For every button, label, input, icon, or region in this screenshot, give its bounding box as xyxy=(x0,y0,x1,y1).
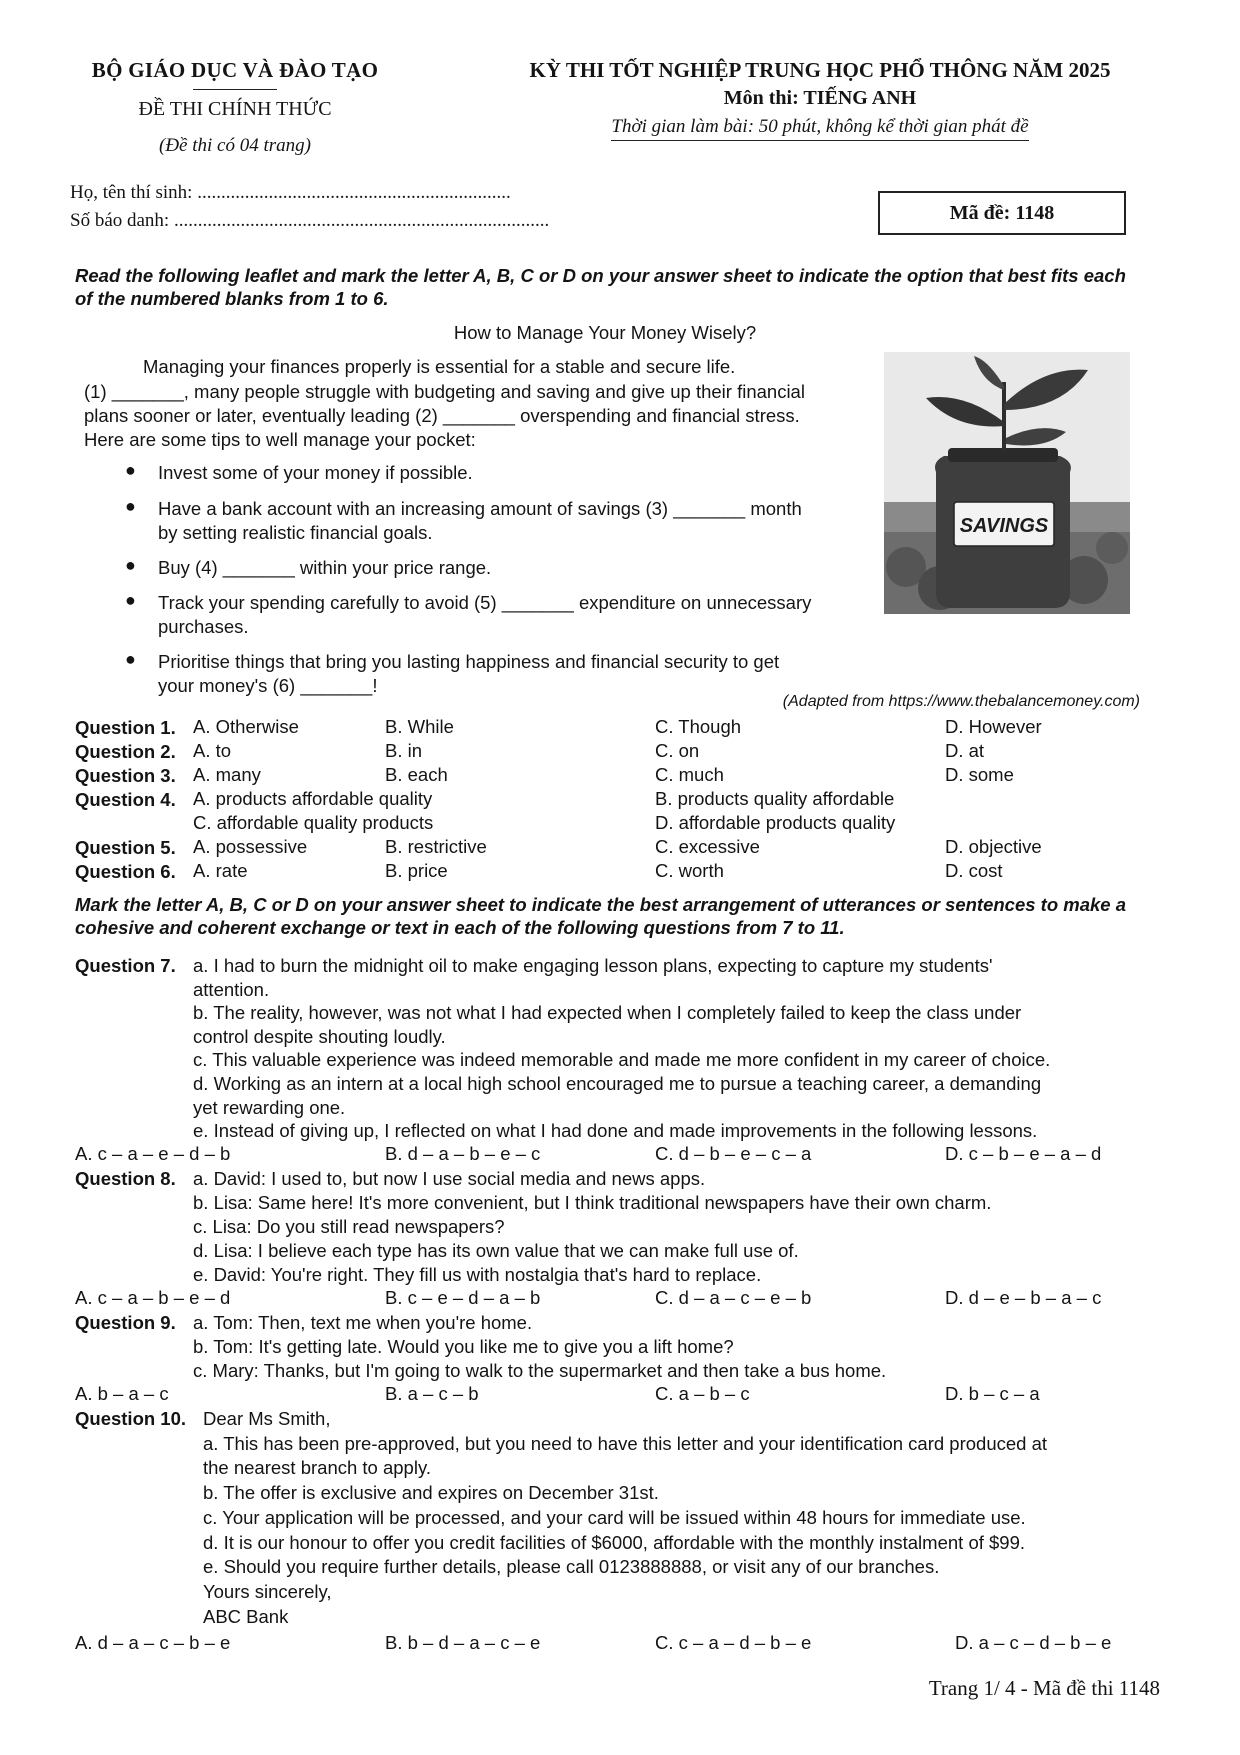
leaflet-source: (Adapted from https://www.thebalancemoney.com) xyxy=(782,693,1140,710)
tip-2-line-1: Have a bank account with an increasing amount of savings (3) _______ month xyxy=(158,498,802,519)
page-footer: Trang 1/ 4 - Mã đề thi 1148 xyxy=(928,1676,1160,1700)
q7-sentence-b: b. The reality, however, was not what I had expected when I completely failed to keep the class under xyxy=(193,1002,1022,1023)
leaflet-intro-2: (1) _______, many people struggle with budgeting and saving and give up their financial xyxy=(84,381,805,402)
q7-sentence-a: a. I had to burn the midnight oil to make engaging lesson plans, expecting to capture my students' xyxy=(193,955,993,976)
q8-option-a[interactable]: A. c – a – b – e – d xyxy=(75,1287,231,1308)
q7-sentence-e: e. Instead of giving up, I reflected on what I had done and made improvements in the following lessons. xyxy=(193,1120,1038,1141)
q1-label: Question 1. xyxy=(75,717,176,738)
tip-4-line-2: purchases. xyxy=(158,616,249,637)
q6-option-a[interactable]: A. rate xyxy=(193,860,248,881)
subject-label: Môn thi: TIẾNG ANH xyxy=(723,87,917,109)
header-left xyxy=(70,58,400,157)
q10-line-b: b. The offer is exclusive and expires on December 31st. xyxy=(203,1482,659,1503)
q4-label: Question 4. xyxy=(75,789,176,810)
exam-title: KỲ THI TỐT NGHIỆP TRUNG HỌC PHỔ THÔNG NĂM 2025 xyxy=(529,58,1111,82)
q8-option-b[interactable]: B. c – e – d – a – b xyxy=(385,1287,541,1308)
q9-option-d[interactable]: D. b – c – a xyxy=(945,1383,1040,1404)
leaflet-intro-4: Here are some tips to well manage your pocket: xyxy=(84,429,476,450)
q10-option-b[interactable]: B. b – d – a – c – e xyxy=(385,1632,541,1653)
header-rule xyxy=(193,89,277,90)
bullet-dot: ● xyxy=(125,555,136,575)
q8-option-c[interactable]: C. d – a – c – e – b xyxy=(655,1287,812,1308)
q8-line-a: a. David: I used to, but now I use social media and news apps. xyxy=(193,1168,706,1189)
q7-sentence-d-cont: yet rewarding one. xyxy=(193,1097,346,1118)
q8-line-e: e. David: You're right. They fill us with nostalgia that's hard to replace. xyxy=(193,1264,762,1285)
q10-option-c[interactable]: C. c – a – d – b – e xyxy=(655,1632,812,1653)
q7-option-c[interactable]: C. d – b – e – c – a xyxy=(655,1143,812,1164)
q4-option-a[interactable]: A. products affordable quality xyxy=(193,788,433,809)
bullet-dot: ● xyxy=(125,496,136,516)
q10-line-a-cont: the nearest branch to apply. xyxy=(203,1457,431,1478)
leaflet-intro-1: Managing your finances properly is essential for a stable and secure life. xyxy=(143,356,736,377)
q6-option-b[interactable]: B. price xyxy=(385,860,448,881)
q1-option-c[interactable]: C. Though xyxy=(655,716,742,737)
exam-code-box: Mã đề: 1148 xyxy=(878,191,1126,235)
q5-option-a[interactable]: A. possessive xyxy=(193,836,308,857)
q9-option-b[interactable]: B. a – c – b xyxy=(385,1383,479,1404)
q6-option-d[interactable]: D. cost xyxy=(945,860,1003,881)
q8-line-b: b. Lisa: Same here! It's more convenient, but I think traditional newspapers have their own charm. xyxy=(193,1192,992,1213)
candidate-id-line xyxy=(70,210,549,232)
q2-option-d[interactable]: D. at xyxy=(945,740,985,761)
savings-jar-photo xyxy=(884,352,1130,614)
q7-option-b[interactable]: B. d – a – b – e – c xyxy=(385,1143,541,1164)
q5-option-d[interactable]: D. objective xyxy=(945,836,1042,857)
official-label: ĐỀ THI CHÍNH THỨC xyxy=(138,98,332,120)
q3-label: Question 3. xyxy=(75,765,176,786)
candidate-name-label: Họ, tên thí sinh: xyxy=(70,182,193,203)
candidate-name-line xyxy=(70,182,511,204)
tip-5-line-2: your money's (6) _______! xyxy=(158,675,378,696)
q7-option-d[interactable]: D. c – b – e – a – d xyxy=(945,1143,1102,1164)
q7-sentence-a-cont: attention. xyxy=(193,979,270,1000)
q10-greeting: Dear Ms Smith, xyxy=(203,1408,331,1429)
q7-option-a[interactable]: A. c – a – e – d – b xyxy=(75,1143,231,1164)
q3-option-d[interactable]: D. some xyxy=(945,764,1014,785)
q9-option-a[interactable]: A. b – a – c xyxy=(75,1383,169,1404)
bullet-dot: ● xyxy=(125,460,136,480)
q9-line-a: a. Tom: Then, text me when you're home. xyxy=(193,1312,533,1333)
q1-option-a[interactable]: A. Otherwise xyxy=(193,716,299,737)
q1-option-d[interactable]: D. However xyxy=(945,716,1042,737)
q7-sentence-d: d. Working as an intern at a local high school encouraged me to pursue a teaching career, a demanding xyxy=(193,1073,1042,1094)
candidate-name-dots: .................................................................. xyxy=(197,182,511,203)
q10-closing: Yours sincerely, xyxy=(203,1581,332,1602)
q5-label: Question 5. xyxy=(75,837,176,858)
q5-option-c[interactable]: C. excessive xyxy=(655,836,760,857)
q9-line-c: c. Mary: Thanks, but I'm going to walk to the supermarket and then take a bus home. xyxy=(193,1360,887,1381)
tip-5-line-1: Prioritise things that bring you lasting happiness and financial security to get xyxy=(158,651,780,672)
tip-2-line-2: by setting realistic financial goals. xyxy=(158,522,433,543)
q10-line-e: e. Should you require further details, please call 0123888888, or visit any of our branches. xyxy=(203,1556,940,1577)
jar-label: SAVINGS xyxy=(959,515,1049,537)
q10-line-d: d. It is our honour to offer you credit facilities of $6000, affordable with the monthly instalment of $99. xyxy=(203,1532,1026,1553)
q10-line-c: c. Your application will be processed, and your card will be issued within 48 hours for immediate use. xyxy=(203,1507,1026,1528)
q6-option-c[interactable]: C. worth xyxy=(655,860,724,881)
tip-4-line-1: Track your spending carefully to avoid (5) _______ expenditure on unnecessary xyxy=(158,592,812,613)
q4-option-d[interactable]: D. affordable products quality xyxy=(655,812,896,833)
pages-note: (Đề thi có 04 trang) xyxy=(159,135,311,156)
q7-label: Question 7. xyxy=(75,955,176,976)
q4-option-c[interactable]: C. affordable quality products xyxy=(193,812,434,833)
time-note: Thời gian làm bài: 50 phút, không kể thời gian phát đề xyxy=(611,116,1028,141)
q6-label: Question 6. xyxy=(75,861,176,882)
ministry-name: BỘ GIÁO DỤC VÀ ĐÀO TẠO xyxy=(91,58,379,82)
q10-line-a: a. This has been pre-approved, but you need to have this letter and your identification card produced at xyxy=(203,1433,1048,1454)
q3-option-c[interactable]: C. much xyxy=(655,764,724,785)
q2-option-c[interactable]: C. on xyxy=(655,740,700,761)
section2-instruction: Mark the letter A, B, C or D on your answer sheet to indicate the best arrangement of utterances or sentences to make a cohesive and coherent exchange or text in each of the following questions from 7 to 11. xyxy=(75,894,1127,938)
q10-option-d[interactable]: D. a – c – d – b – e xyxy=(955,1632,1112,1653)
q8-option-d[interactable]: D. d – e – b – a – c xyxy=(945,1287,1102,1308)
q9-option-c[interactable]: C. a – b – c xyxy=(655,1383,750,1404)
leaflet-intro-3: plans sooner or later, eventually leading (2) _______ overspending and financial stress. xyxy=(84,405,800,426)
section1-instruction: Read the following leaflet and mark the letter A, B, C or D on your answer sheet to indicate the option that best fits each of the numbered blanks from 1 to 6. xyxy=(75,265,1126,309)
q10-label: Question 10. xyxy=(75,1408,187,1429)
q2-label: Question 2. xyxy=(75,741,176,762)
candidate-id-dots: ............................................................................... xyxy=(173,210,550,231)
q9-line-b: b. Tom: It's getting late. Would you like me to give you a lift home? xyxy=(193,1336,734,1357)
leaflet-title: How to Manage Your Money Wisely? xyxy=(453,322,757,343)
bullet-dot: ● xyxy=(125,590,136,610)
q1-option-b[interactable]: B. While xyxy=(385,716,454,737)
header-right xyxy=(470,58,1170,141)
q3-option-a[interactable]: A. many xyxy=(193,764,261,785)
q3-option-b[interactable]: B. each xyxy=(385,764,448,785)
candidate-id-label: Số báo danh: xyxy=(70,210,170,231)
q10-signer: ABC Bank xyxy=(203,1606,289,1627)
q5-option-b[interactable]: B. restrictive xyxy=(385,836,487,857)
q8-line-d: d. Lisa: I believe each type has its own value that we can make full use of. xyxy=(193,1240,799,1261)
q2-option-b[interactable]: B. in xyxy=(385,740,423,761)
q10-option-a[interactable]: A. d – a – c – b – e xyxy=(75,1632,231,1653)
q2-option-a[interactable]: A. to xyxy=(193,740,232,761)
tip-1: Invest some of your money if possible. xyxy=(158,462,473,483)
tip-3: Buy (4) _______ within your price range. xyxy=(158,557,492,578)
q7-sentence-c: c. This valuable experience was indeed memorable and made me more confident in my career of choice. xyxy=(193,1049,1051,1070)
q7-sentence-b-cont: control despite shouting loudly. xyxy=(193,1026,446,1047)
bullet-dot: ● xyxy=(125,649,136,669)
q8-label: Question 8. xyxy=(75,1168,176,1189)
q4-option-b[interactable]: B. products quality affordable xyxy=(655,788,895,809)
q8-line-c: c. Lisa: Do you still read newspapers? xyxy=(193,1216,505,1237)
q9-label: Question 9. xyxy=(75,1312,176,1333)
